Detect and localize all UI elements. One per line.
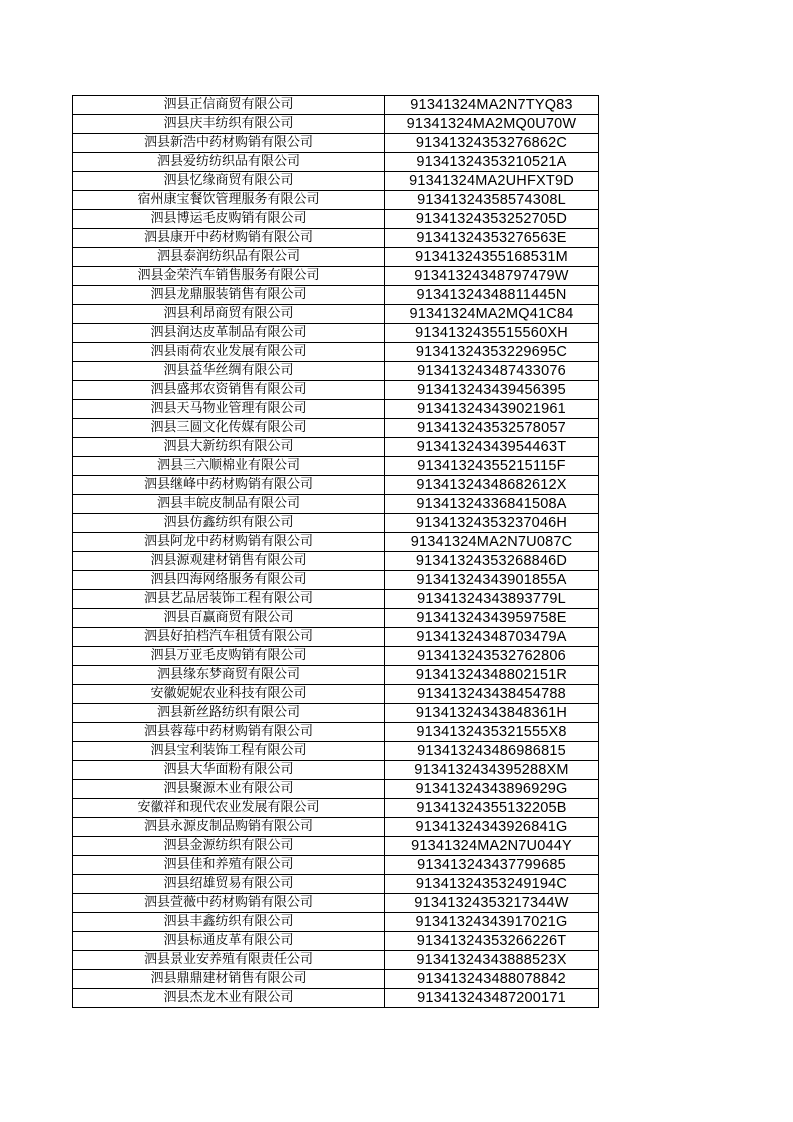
credit-code-cell: 91341324353276862C (385, 134, 599, 153)
credit-code-cell: 913413243532762806 (385, 647, 599, 666)
company-name-cell: 泗县仿鑫纺织有限公司 (73, 514, 385, 533)
company-name-cell: 泗县绍雄贸易有限公司 (73, 875, 385, 894)
table-row (73, 267, 599, 286)
table-row (73, 970, 599, 989)
table-row (73, 495, 599, 514)
table-row (73, 286, 599, 305)
company-name-cell: 泗县缘东梦商贸有限公司 (73, 666, 385, 685)
company-name-cell: 泗县爱纺纺织品有限公司 (73, 153, 385, 172)
table-row (73, 134, 599, 153)
table-row (73, 476, 599, 495)
table-row (73, 818, 599, 837)
table-row (73, 229, 599, 248)
company-name-cell: 泗县鼎鼎建材销售有限公司 (73, 970, 385, 989)
credit-code-cell: 91341324343848361H (385, 704, 599, 723)
credit-code-cell: 913413243486986815 (385, 742, 599, 761)
credit-code-cell: 9134132435515560XH (385, 324, 599, 343)
credit-code-cell: 91341324MA2MQ41C84 (385, 305, 599, 324)
credit-code-cell: 91341324343917021G (385, 913, 599, 932)
table-row (73, 552, 599, 571)
table-row (73, 875, 599, 894)
table-row (73, 571, 599, 590)
credit-code-cell: 913413243532578057 (385, 419, 599, 438)
table-row (73, 438, 599, 457)
company-name-cell: 泗县聚源木业有限公司 (73, 780, 385, 799)
table-row (73, 400, 599, 419)
table-row (73, 381, 599, 400)
company-name-cell: 泗县景业安养殖有限责任公司 (73, 951, 385, 970)
table-row (73, 704, 599, 723)
table-row (73, 590, 599, 609)
company-table (72, 95, 599, 1008)
company-name-cell: 安徽妮妮农业科技有限公司 (73, 685, 385, 704)
table-row (73, 362, 599, 381)
credit-code-cell: 91341324343893779L (385, 590, 599, 609)
credit-code-cell: 91341324348797479W (385, 267, 599, 286)
company-name-cell: 泗县龙鼎服装销售有限公司 (73, 286, 385, 305)
table-row (73, 419, 599, 438)
company-name-cell: 宿州康宝餐饮管理服务有限公司 (73, 191, 385, 210)
company-name-cell: 泗县正信商贸有限公司 (73, 96, 385, 115)
credit-code-cell: 91341324353237046H (385, 514, 599, 533)
credit-code-cell: 913413243487433076 (385, 362, 599, 381)
company-name-cell: 泗县博运毛皮购销有限公司 (73, 210, 385, 229)
table-row (73, 894, 599, 913)
table-row (73, 96, 599, 115)
credit-code-cell: 9134132435321555X8 (385, 723, 599, 742)
table-row (73, 457, 599, 476)
credit-code-cell: 91341324MA2N7TYQ83 (385, 96, 599, 115)
credit-code-cell: 913413243488078842 (385, 970, 599, 989)
company-name-cell: 泗县蓉莓中药材购销有限公司 (73, 723, 385, 742)
company-name-cell: 泗县万亚毛皮购销有限公司 (73, 647, 385, 666)
table-row (73, 324, 599, 343)
company-name-cell: 泗县大新纺织有限公司 (73, 438, 385, 457)
credit-code-cell: 91341324348811445N (385, 286, 599, 305)
company-name-cell: 泗县宝利装饰工程有限公司 (73, 742, 385, 761)
company-name-cell: 泗县源观建材销售有限公司 (73, 552, 385, 571)
table-row (73, 685, 599, 704)
company-table-body (73, 96, 599, 1008)
credit-code-cell: 91341324343888523X (385, 951, 599, 970)
table-row (73, 514, 599, 533)
credit-code-cell: 91341324343926841G (385, 818, 599, 837)
credit-code-cell: 91341324343959758E (385, 609, 599, 628)
company-name-cell: 泗县丰皖皮制品有限公司 (73, 495, 385, 514)
company-name-cell: 泗县三圆文化传媒有限公司 (73, 419, 385, 438)
table-row (73, 191, 599, 210)
table-row (73, 951, 599, 970)
company-name-cell: 泗县金源纺织有限公司 (73, 837, 385, 856)
credit-code-cell: 91341324353266226T (385, 932, 599, 951)
credit-code-cell: 91341324343901855A (385, 571, 599, 590)
table-row (73, 343, 599, 362)
company-name-cell: 泗县金荣汽车销售服务有限公司 (73, 267, 385, 286)
table-row (73, 210, 599, 229)
credit-code-cell: 913413243439021961 (385, 400, 599, 419)
company-name-cell: 泗县继峰中药材购销有限公司 (73, 476, 385, 495)
credit-code-cell: 91341324353252705D (385, 210, 599, 229)
company-name-cell: 泗县天马物业管理有限公司 (73, 400, 385, 419)
credit-code-cell: 91341324MA2UHFXT9D (385, 172, 599, 191)
company-name-cell: 泗县四海网络服务有限公司 (73, 571, 385, 590)
company-name-cell: 泗县益华丝绸有限公司 (73, 362, 385, 381)
credit-code-cell: 91341324MA2N7U087C (385, 533, 599, 552)
table-row (73, 666, 599, 685)
company-name-cell: 泗县庆丰纺织有限公司 (73, 115, 385, 134)
credit-code-cell: 91341324343954463T (385, 438, 599, 457)
credit-code-cell: 91341324353268846D (385, 552, 599, 571)
company-name-cell: 泗县丰鑫纺织有限公司 (73, 913, 385, 932)
table-row (73, 172, 599, 191)
company-name-cell: 泗县忆缘商贸有限公司 (73, 172, 385, 191)
company-name-cell: 泗县新浩中药材购销有限公司 (73, 134, 385, 153)
table-row (73, 305, 599, 324)
company-name-cell: 泗县萱薇中药材购销有限公司 (73, 894, 385, 913)
credit-code-cell: 91341324353249194C (385, 875, 599, 894)
table-row (73, 153, 599, 172)
credit-code-cell: 91341324MA2N7U044Y (385, 837, 599, 856)
credit-code-cell: 91341324348802151R (385, 666, 599, 685)
company-name-cell: 泗县百赢商贸有限公司 (73, 609, 385, 628)
table-row (73, 799, 599, 818)
table-row (73, 742, 599, 761)
company-name-cell: 泗县标通皮革有限公司 (73, 932, 385, 951)
credit-code-cell: 91341324355215115F (385, 457, 599, 476)
table-row (73, 989, 599, 1008)
credit-code-cell: 91341324343896929G (385, 780, 599, 799)
company-name-cell: 安徽祥和现代农业发展有限公司 (73, 799, 385, 818)
company-name-cell: 泗县利昂商贸有限公司 (73, 305, 385, 324)
credit-code-cell: 91341324355132205B (385, 799, 599, 818)
company-name-cell: 泗县盛邦农资销售有限公司 (73, 381, 385, 400)
table-row (73, 647, 599, 666)
credit-code-cell: 91341324358574308L (385, 191, 599, 210)
table-row (73, 248, 599, 267)
table-row (73, 609, 599, 628)
credit-code-cell: 913413243438454788 (385, 685, 599, 704)
company-name-cell: 泗县泰润纺织品有限公司 (73, 248, 385, 267)
company-name-cell: 泗县康开中药材购销有限公司 (73, 229, 385, 248)
credit-code-cell: 91341324348703479A (385, 628, 599, 647)
credit-code-cell: 913413243487200171 (385, 989, 599, 1008)
credit-code-cell: 913413243437799685 (385, 856, 599, 875)
company-name-cell: 泗县艺品居装饰工程有限公司 (73, 590, 385, 609)
credit-code-cell: 91341324353217344W (385, 894, 599, 913)
table-row (73, 628, 599, 647)
company-name-cell: 泗县润达皮革制品有限公司 (73, 324, 385, 343)
table-row (73, 761, 599, 780)
company-name-cell: 泗县阿龙中药材购销有限公司 (73, 533, 385, 552)
company-name-cell: 泗县三六顺棉业有限公司 (73, 457, 385, 476)
table-row (73, 533, 599, 552)
company-name-cell: 泗县永源皮制品购销有限公司 (73, 818, 385, 837)
company-name-cell: 泗县佳和养殖有限公司 (73, 856, 385, 875)
table-row (73, 932, 599, 951)
table-row (73, 115, 599, 134)
table-row (73, 723, 599, 742)
credit-code-cell: 91341324353229695C (385, 343, 599, 362)
credit-code-cell: 91341324355168531M (385, 248, 599, 267)
table-row (73, 856, 599, 875)
credit-code-cell: 913413243439456395 (385, 381, 599, 400)
company-name-cell: 泗县杰龙木业有限公司 (73, 989, 385, 1008)
company-name-cell: 泗县新丝路纺织有限公司 (73, 704, 385, 723)
credit-code-cell: 9134132434395288XM (385, 761, 599, 780)
table-row (73, 780, 599, 799)
table-row (73, 913, 599, 932)
table-row (73, 837, 599, 856)
credit-code-cell: 91341324353276563E (385, 229, 599, 248)
company-name-cell: 泗县好拍档汽车租赁有限公司 (73, 628, 385, 647)
credit-code-cell: 91341324353210521A (385, 153, 599, 172)
company-name-cell: 泗县雨荷农业发展有限公司 (73, 343, 385, 362)
credit-code-cell: 91341324MA2MQ0U70W (385, 115, 599, 134)
company-name-cell: 泗县大华面粉有限公司 (73, 761, 385, 780)
credit-code-cell: 91341324348682612X (385, 476, 599, 495)
credit-code-cell: 91341324336841508A (385, 495, 599, 514)
